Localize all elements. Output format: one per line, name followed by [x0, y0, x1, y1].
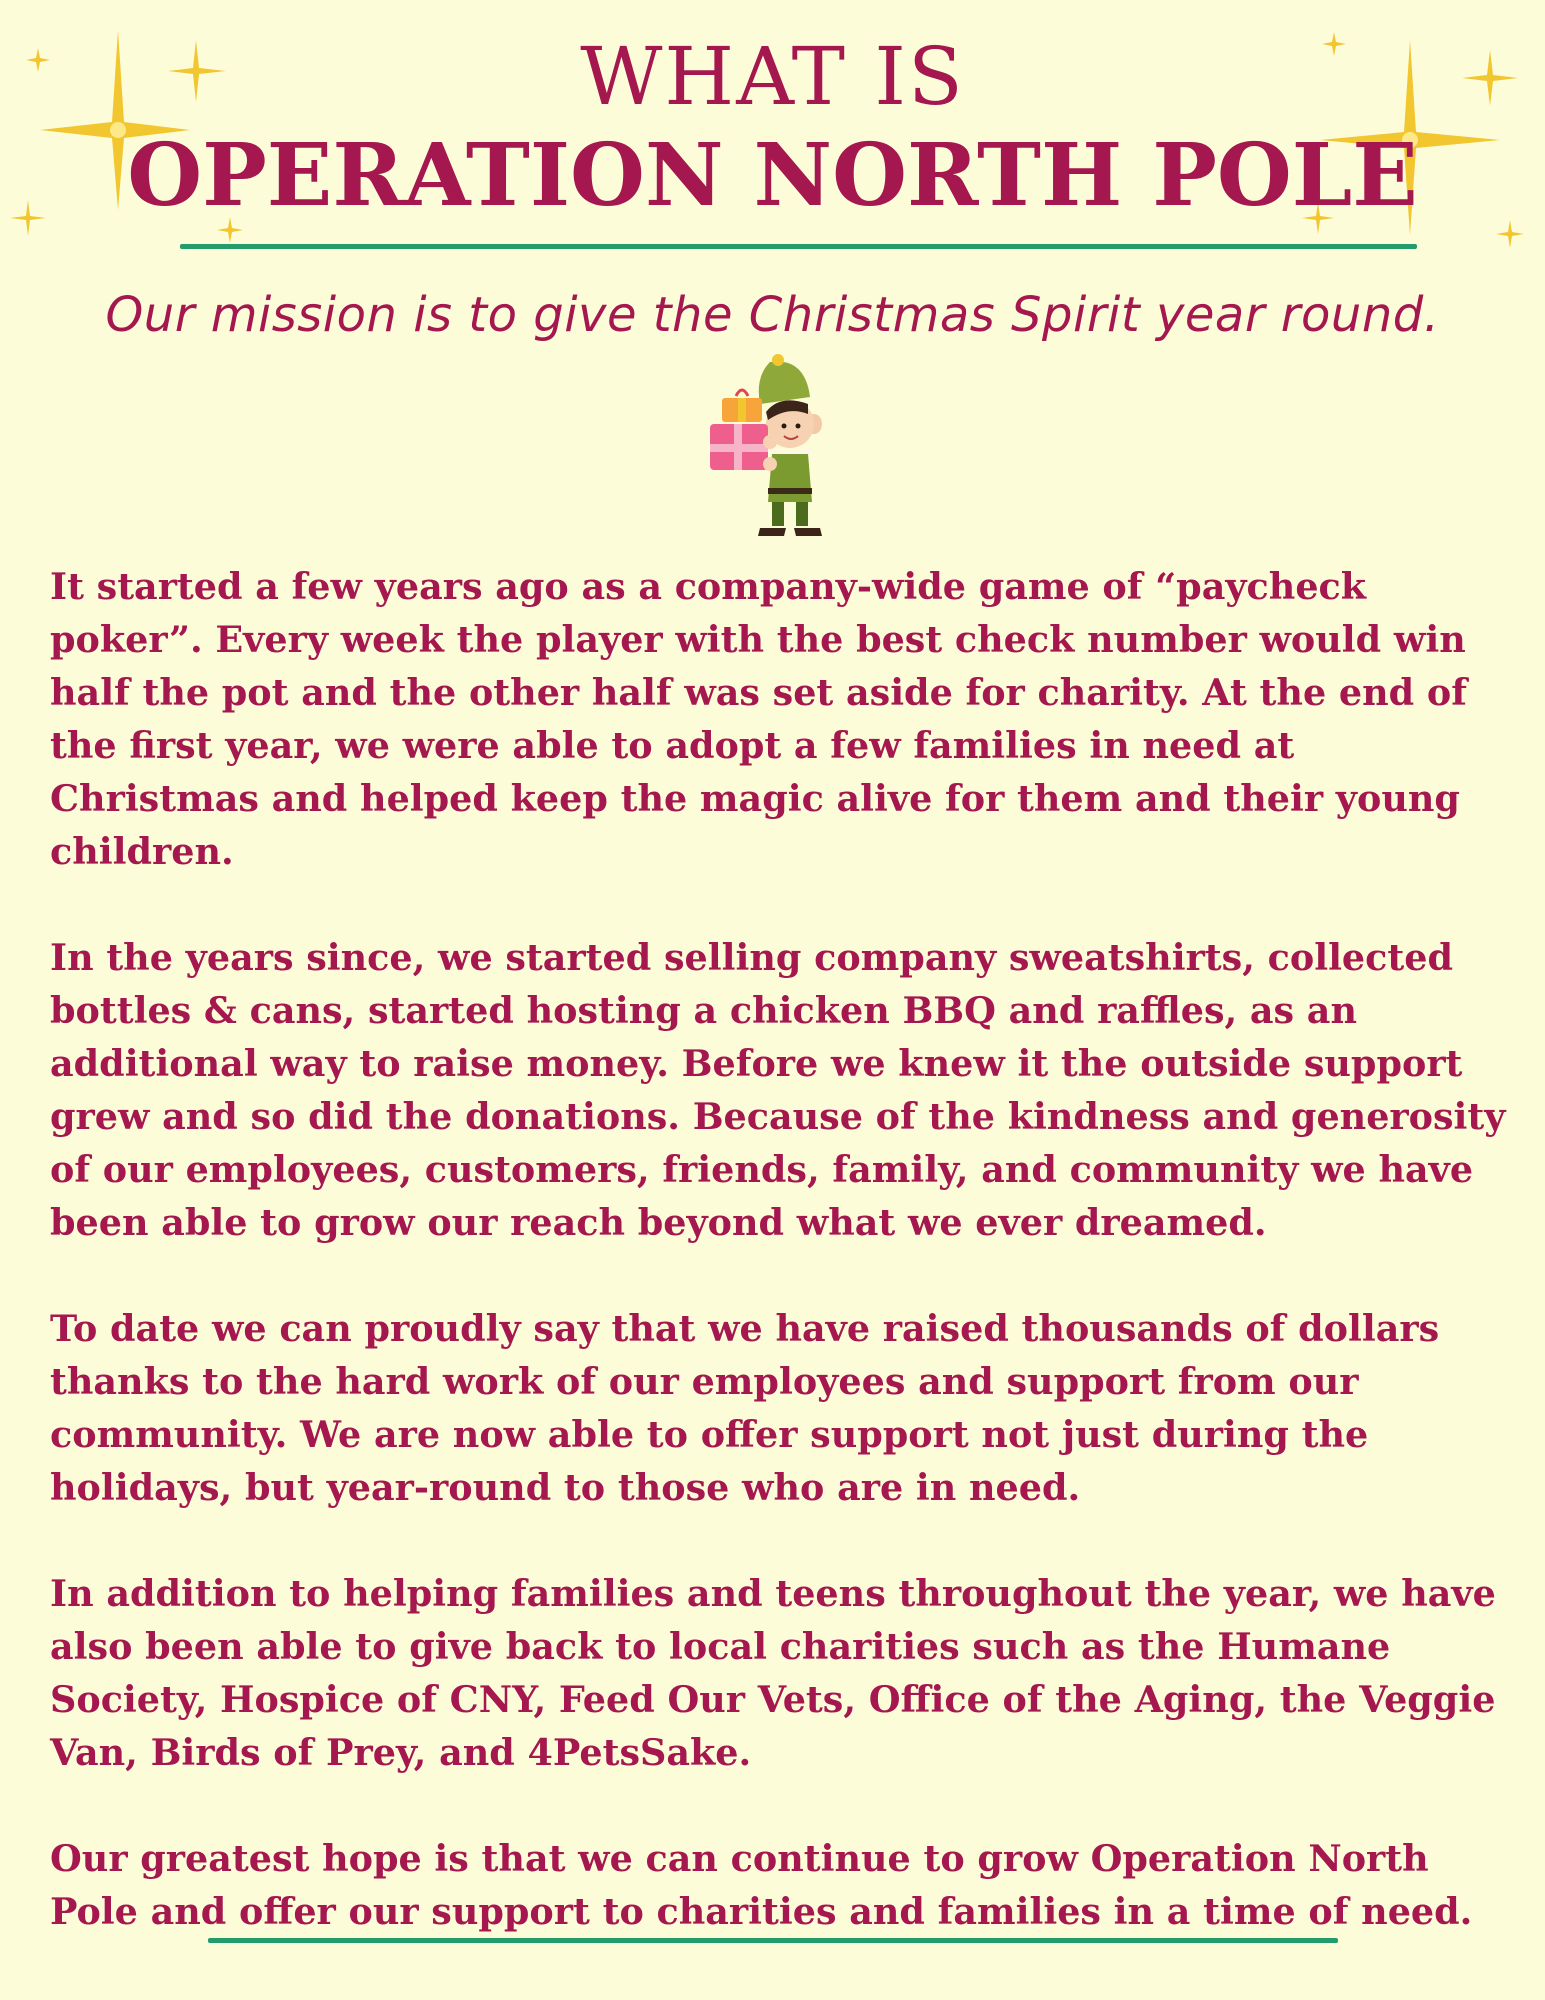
- divider-top: [180, 244, 1417, 249]
- elf-with-gifts-icon: [700, 352, 840, 542]
- paragraph-hope: Our greatest hope is that we can continue to grow Operation North Pole and offer our support to charities and families in a time of need.: [50, 1837, 1473, 1933]
- paragraph-origin: It started a few years ago as a company-wide game of “paycheck poker”. Every week the player with the best check number would win half the pot and the other half was set aside for charity. At the end of the first year, we were able to adopt a few families in need at Christmas and helped keep the magic alive for them and their young children.: [50, 565, 1467, 873]
- title-line-1: WHAT IS: [580, 30, 965, 123]
- paragraph-growth: In the years since, we started selling company sweatshirts, collected bottles & cans, started hosting a chicken BBQ and raffles, as an additional way to raise money. Before we knew it the outside support grew and so did the donations. Because of the kindness and generosity of our employees, customers, friends, family, and community we have been able to grow our reach beyond what we ever dreamed.: [50, 936, 1506, 1244]
- mission-tagline: Our mission is to give the Christmas Spirit year round.: [105, 287, 1440, 343]
- title-line-2: OPERATION NORTH POLE: [127, 125, 1418, 226]
- paragraph-impact: To date we can proudly say that we have raised thousands of dollars thanks to the hard work of our employees and support from our community. We are now able to offer support not just during the holidays, but year-round to those who are in need.: [50, 1307, 1440, 1509]
- paragraph-charities: In addition to helping families and teens throughout the year, we have also been able to give back to local charities such as the Humane Society, Hospice of CNY, Feed Our Vets, Office of the Aging, the Veggie Van, Birds of Prey, and 4PetsSake.: [50, 1572, 1496, 1774]
- body-text: [50, 560, 1510, 1938]
- divider-bottom: [208, 1938, 1338, 1943]
